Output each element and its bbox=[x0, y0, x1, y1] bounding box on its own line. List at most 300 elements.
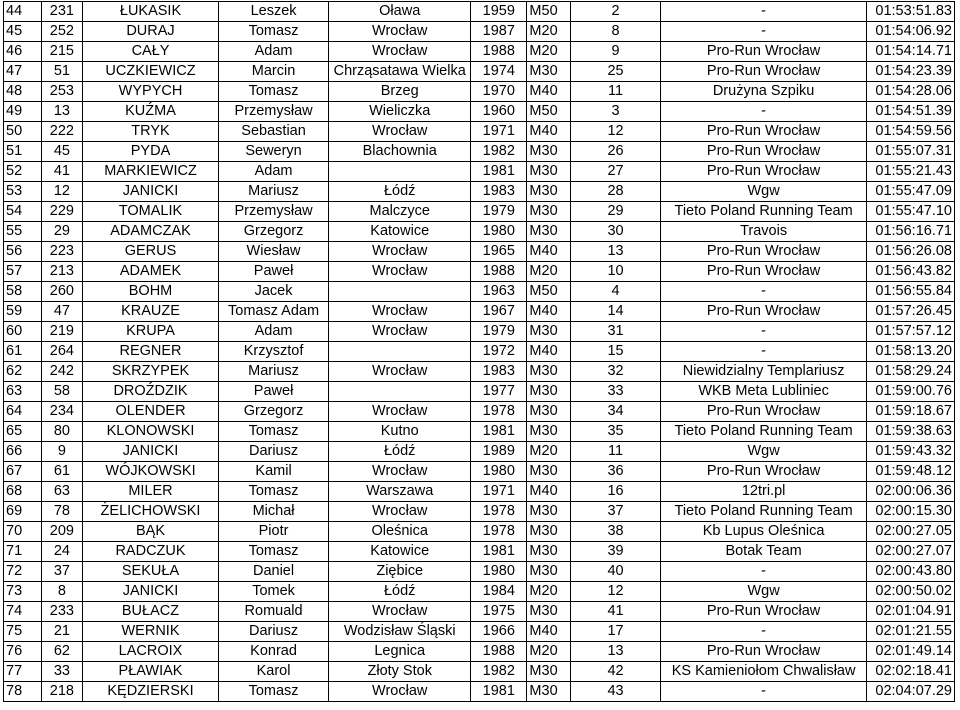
first-name-cell: Przemysław bbox=[218, 102, 329, 122]
bib-cell: 242 bbox=[41, 362, 83, 382]
birth-year-cell: 1967 bbox=[471, 302, 527, 322]
table-row bbox=[4, 42, 955, 62]
birth-year-cell: 1971 bbox=[471, 122, 527, 142]
time-cell: 02:00:27.07 bbox=[867, 542, 955, 562]
first-name-cell: Sebastian bbox=[218, 122, 329, 142]
category-cell: M30 bbox=[527, 182, 571, 202]
first-name-cell: Dariusz bbox=[218, 622, 329, 642]
city-cell: Wrocław bbox=[329, 502, 471, 522]
first-name-cell: Mariusz bbox=[218, 182, 329, 202]
club-cell: 12tri.pl bbox=[660, 482, 866, 502]
bib-cell: 78 bbox=[41, 502, 83, 522]
category-place-cell: 42 bbox=[571, 662, 661, 682]
first-name-cell: Tomasz bbox=[218, 542, 329, 562]
category-cell: M30 bbox=[527, 402, 571, 422]
category-cell: M50 bbox=[527, 282, 571, 302]
category-cell: M20 bbox=[527, 262, 571, 282]
birth-year-cell: 1977 bbox=[471, 382, 527, 402]
city-cell: Wrocław bbox=[329, 262, 471, 282]
first-name-cell: Daniel bbox=[218, 562, 329, 582]
category-place-cell: 28 bbox=[571, 182, 661, 202]
time-cell: 01:59:43.32 bbox=[867, 442, 955, 462]
birth-year-cell: 1988 bbox=[471, 642, 527, 662]
first-name-cell: Mariusz bbox=[218, 362, 329, 382]
surname-cell: OLENDER bbox=[83, 402, 219, 422]
category-place-cell: 2 bbox=[571, 2, 661, 22]
club-cell: Pro-Run Wrocław bbox=[660, 602, 866, 622]
category-place-cell: 8 bbox=[571, 22, 661, 42]
city-cell: Łódź bbox=[329, 442, 471, 462]
club-cell: Wgw bbox=[660, 182, 866, 202]
bib-cell: 213 bbox=[41, 262, 83, 282]
category-cell: M40 bbox=[527, 82, 571, 102]
bib-cell: 215 bbox=[41, 42, 83, 62]
category-cell: M30 bbox=[527, 682, 571, 702]
birth-year-cell: 1978 bbox=[471, 522, 527, 542]
bib-cell: 47 bbox=[41, 302, 83, 322]
category-place-cell: 13 bbox=[571, 642, 661, 662]
birth-year-cell: 1970 bbox=[471, 82, 527, 102]
place-cell: 66 bbox=[4, 442, 42, 462]
birth-year-cell: 1980 bbox=[471, 462, 527, 482]
first-name-cell: Piotr bbox=[218, 522, 329, 542]
category-place-cell: 12 bbox=[571, 582, 661, 602]
club-cell: Tieto Poland Running Team bbox=[660, 422, 866, 442]
table-row bbox=[4, 222, 955, 242]
table-row bbox=[4, 282, 955, 302]
surname-cell: KUŹMA bbox=[83, 102, 219, 122]
club-cell: Wgw bbox=[660, 442, 866, 462]
place-cell: 67 bbox=[4, 462, 42, 482]
city-cell: Wrocław bbox=[329, 602, 471, 622]
surname-cell: ŁUKASIK bbox=[83, 2, 219, 22]
first-name-cell: Wiesław bbox=[218, 242, 329, 262]
bib-cell: 41 bbox=[41, 162, 83, 182]
surname-cell: DROŹDZIK bbox=[83, 382, 219, 402]
place-cell: 63 bbox=[4, 382, 42, 402]
category-place-cell: 27 bbox=[571, 162, 661, 182]
category-cell: M30 bbox=[527, 422, 571, 442]
table-row bbox=[4, 582, 955, 602]
place-cell: 54 bbox=[4, 202, 42, 222]
time-cell: 01:57:26.45 bbox=[867, 302, 955, 322]
surname-cell: BOHM bbox=[83, 282, 219, 302]
bib-cell: 231 bbox=[41, 2, 83, 22]
club-cell: Wgw bbox=[660, 582, 866, 602]
city-cell: Wrocław bbox=[329, 122, 471, 142]
city-cell: Katowice bbox=[329, 222, 471, 242]
club-cell: WKB Meta Lubliniec bbox=[660, 382, 866, 402]
bib-cell: 45 bbox=[41, 142, 83, 162]
category-place-cell: 37 bbox=[571, 502, 661, 522]
birth-year-cell: 1981 bbox=[471, 422, 527, 442]
birth-year-cell: 1963 bbox=[471, 282, 527, 302]
place-cell: 47 bbox=[4, 62, 42, 82]
bib-cell: 233 bbox=[41, 602, 83, 622]
birth-year-cell: 1988 bbox=[471, 42, 527, 62]
category-cell: M20 bbox=[527, 442, 571, 462]
table-row bbox=[4, 442, 955, 462]
place-cell: 58 bbox=[4, 282, 42, 302]
time-cell: 02:01:21.55 bbox=[867, 622, 955, 642]
category-cell: M40 bbox=[527, 342, 571, 362]
birth-year-cell: 1987 bbox=[471, 22, 527, 42]
bib-cell: 51 bbox=[41, 62, 83, 82]
first-name-cell: Grzegorz bbox=[218, 222, 329, 242]
results-body bbox=[4, 2, 955, 702]
table-row bbox=[4, 82, 955, 102]
bib-cell: 12 bbox=[41, 182, 83, 202]
birth-year-cell: 1959 bbox=[471, 2, 527, 22]
club-cell: KS Kamieniołom Chwalisław bbox=[660, 662, 866, 682]
category-cell: M30 bbox=[527, 522, 571, 542]
first-name-cell: Marcin bbox=[218, 62, 329, 82]
surname-cell: CAŁY bbox=[83, 42, 219, 62]
birth-year-cell: 1972 bbox=[471, 342, 527, 362]
surname-cell: JANICKI bbox=[83, 442, 219, 462]
place-cell: 59 bbox=[4, 302, 42, 322]
table-row bbox=[4, 62, 955, 82]
category-cell: M30 bbox=[527, 142, 571, 162]
time-cell: 01:54:51.39 bbox=[867, 102, 955, 122]
category-cell: M30 bbox=[527, 162, 571, 182]
birth-year-cell: 1978 bbox=[471, 502, 527, 522]
place-cell: 49 bbox=[4, 102, 42, 122]
time-cell: 02:04:07.29 bbox=[867, 682, 955, 702]
time-cell: 01:56:16.71 bbox=[867, 222, 955, 242]
club-cell: Pro-Run Wrocław bbox=[660, 162, 866, 182]
place-cell: 60 bbox=[4, 322, 42, 342]
category-place-cell: 12 bbox=[571, 122, 661, 142]
surname-cell: PYDA bbox=[83, 142, 219, 162]
category-place-cell: 4 bbox=[571, 282, 661, 302]
club-cell: Pro-Run Wrocław bbox=[660, 122, 866, 142]
first-name-cell: Romuald bbox=[218, 602, 329, 622]
category-cell: M20 bbox=[527, 42, 571, 62]
bib-cell: 260 bbox=[41, 282, 83, 302]
category-place-cell: 11 bbox=[571, 82, 661, 102]
bib-cell: 62 bbox=[41, 642, 83, 662]
surname-cell: MARKIEWICZ bbox=[83, 162, 219, 182]
time-cell: 02:00:06.36 bbox=[867, 482, 955, 502]
table-row bbox=[4, 122, 955, 142]
place-cell: 68 bbox=[4, 482, 42, 502]
bib-cell: 63 bbox=[41, 482, 83, 502]
club-cell: Pro-Run Wrocław bbox=[660, 42, 866, 62]
bib-cell: 8 bbox=[41, 582, 83, 602]
club-cell: - bbox=[660, 322, 866, 342]
first-name-cell: Adam bbox=[218, 162, 329, 182]
table-row bbox=[4, 22, 955, 42]
city-cell: Wieliczka bbox=[329, 102, 471, 122]
birth-year-cell: 1988 bbox=[471, 262, 527, 282]
surname-cell: KRUPA bbox=[83, 322, 219, 342]
place-cell: 53 bbox=[4, 182, 42, 202]
place-cell: 48 bbox=[4, 82, 42, 102]
first-name-cell: Paweł bbox=[218, 262, 329, 282]
time-cell: 01:56:26.08 bbox=[867, 242, 955, 262]
time-cell: 02:00:27.05 bbox=[867, 522, 955, 542]
time-cell: 01:59:18.67 bbox=[867, 402, 955, 422]
category-cell: M30 bbox=[527, 542, 571, 562]
club-cell: - bbox=[660, 622, 866, 642]
surname-cell: KLONOWSKI bbox=[83, 422, 219, 442]
club-cell: Pro-Run Wrocław bbox=[660, 462, 866, 482]
first-name-cell: Jacek bbox=[218, 282, 329, 302]
first-name-cell: Tomasz bbox=[218, 482, 329, 502]
place-cell: 78 bbox=[4, 682, 42, 702]
category-cell: M20 bbox=[527, 582, 571, 602]
surname-cell: JANICKI bbox=[83, 182, 219, 202]
category-place-cell: 29 bbox=[571, 202, 661, 222]
first-name-cell: Tomek bbox=[218, 582, 329, 602]
birth-year-cell: 1980 bbox=[471, 562, 527, 582]
time-cell: 02:01:49.14 bbox=[867, 642, 955, 662]
surname-cell: LACROIX bbox=[83, 642, 219, 662]
category-place-cell: 3 bbox=[571, 102, 661, 122]
time-cell: 02:02:18.41 bbox=[867, 662, 955, 682]
city-cell bbox=[329, 162, 471, 182]
category-cell: M40 bbox=[527, 122, 571, 142]
city-cell: Malczyce bbox=[329, 202, 471, 222]
table-row bbox=[4, 382, 955, 402]
place-cell: 65 bbox=[4, 422, 42, 442]
place-cell: 72 bbox=[4, 562, 42, 582]
time-cell: 01:54:14.71 bbox=[867, 42, 955, 62]
category-cell: M30 bbox=[527, 322, 571, 342]
category-cell: M40 bbox=[527, 482, 571, 502]
birth-year-cell: 1975 bbox=[471, 602, 527, 622]
city-cell: Ziębice bbox=[329, 562, 471, 582]
bib-cell: 24 bbox=[41, 542, 83, 562]
birth-year-cell: 1989 bbox=[471, 442, 527, 462]
surname-cell: GERUS bbox=[83, 242, 219, 262]
place-cell: 75 bbox=[4, 622, 42, 642]
time-cell: 01:55:07.31 bbox=[867, 142, 955, 162]
bib-cell: 37 bbox=[41, 562, 83, 582]
city-cell: Katowice bbox=[329, 542, 471, 562]
table-row bbox=[4, 322, 955, 342]
city-cell: Łódź bbox=[329, 182, 471, 202]
category-cell: M30 bbox=[527, 222, 571, 242]
surname-cell: TOMALIK bbox=[83, 202, 219, 222]
club-cell: Botak Team bbox=[660, 542, 866, 562]
club-cell: Pro-Run Wrocław bbox=[660, 302, 866, 322]
surname-cell: BĄK bbox=[83, 522, 219, 542]
time-cell: 01:55:21.43 bbox=[867, 162, 955, 182]
first-name-cell: Karol bbox=[218, 662, 329, 682]
place-cell: 73 bbox=[4, 582, 42, 602]
surname-cell: TRYK bbox=[83, 122, 219, 142]
bib-cell: 209 bbox=[41, 522, 83, 542]
category-cell: M30 bbox=[527, 202, 571, 222]
city-cell: Wrocław bbox=[329, 402, 471, 422]
city-cell: Warszawa bbox=[329, 482, 471, 502]
time-cell: 02:00:15.30 bbox=[867, 502, 955, 522]
time-cell: 01:59:38.63 bbox=[867, 422, 955, 442]
first-name-cell: Tomasz bbox=[218, 682, 329, 702]
place-cell: 57 bbox=[4, 262, 42, 282]
surname-cell: WERNIK bbox=[83, 622, 219, 642]
time-cell: 01:54:06.92 bbox=[867, 22, 955, 42]
time-cell: 01:54:23.39 bbox=[867, 62, 955, 82]
place-cell: 70 bbox=[4, 522, 42, 542]
birth-year-cell: 1982 bbox=[471, 142, 527, 162]
table-row bbox=[4, 242, 955, 262]
city-cell: Legnica bbox=[329, 642, 471, 662]
first-name-cell: Paweł bbox=[218, 382, 329, 402]
club-cell: - bbox=[660, 682, 866, 702]
category-cell: M40 bbox=[527, 302, 571, 322]
club-cell: Pro-Run Wrocław bbox=[660, 262, 866, 282]
place-cell: 77 bbox=[4, 662, 42, 682]
category-place-cell: 17 bbox=[571, 622, 661, 642]
first-name-cell: Tomasz bbox=[218, 422, 329, 442]
surname-cell: RADCZUK bbox=[83, 542, 219, 562]
table-row bbox=[4, 422, 955, 442]
bib-cell: 253 bbox=[41, 82, 83, 102]
table-row bbox=[4, 542, 955, 562]
bib-cell: 29 bbox=[41, 222, 83, 242]
city-cell: Blachownia bbox=[329, 142, 471, 162]
first-name-cell: Adam bbox=[218, 42, 329, 62]
bib-cell: 264 bbox=[41, 342, 83, 362]
bib-cell: 21 bbox=[41, 622, 83, 642]
category-place-cell: 35 bbox=[571, 422, 661, 442]
table-row bbox=[4, 462, 955, 482]
category-place-cell: 14 bbox=[571, 302, 661, 322]
birth-year-cell: 1965 bbox=[471, 242, 527, 262]
first-name-cell: Michał bbox=[218, 502, 329, 522]
category-cell: M40 bbox=[527, 242, 571, 262]
club-cell: - bbox=[660, 22, 866, 42]
place-cell: 64 bbox=[4, 402, 42, 422]
place-cell: 51 bbox=[4, 142, 42, 162]
table-row bbox=[4, 642, 955, 662]
bib-cell: 234 bbox=[41, 402, 83, 422]
category-place-cell: 10 bbox=[571, 262, 661, 282]
category-place-cell: 33 bbox=[571, 382, 661, 402]
club-cell: Pro-Run Wrocław bbox=[660, 142, 866, 162]
surname-cell: REGNER bbox=[83, 342, 219, 362]
bib-cell: 219 bbox=[41, 322, 83, 342]
category-cell: M50 bbox=[527, 102, 571, 122]
category-cell: M40 bbox=[527, 622, 571, 642]
table-row bbox=[4, 662, 955, 682]
birth-year-cell: 1981 bbox=[471, 682, 527, 702]
category-cell: M30 bbox=[527, 462, 571, 482]
bib-cell: 218 bbox=[41, 682, 83, 702]
place-cell: 55 bbox=[4, 222, 42, 242]
city-cell bbox=[329, 342, 471, 362]
bib-cell: 58 bbox=[41, 382, 83, 402]
place-cell: 71 bbox=[4, 542, 42, 562]
city-cell: Wrocław bbox=[329, 42, 471, 62]
surname-cell: WYPYCH bbox=[83, 82, 219, 102]
city-cell: Brzeg bbox=[329, 82, 471, 102]
table-row bbox=[4, 482, 955, 502]
bib-cell: 13 bbox=[41, 102, 83, 122]
birth-year-cell: 1983 bbox=[471, 362, 527, 382]
category-place-cell: 30 bbox=[571, 222, 661, 242]
surname-cell: BUŁACZ bbox=[83, 602, 219, 622]
birth-year-cell: 1979 bbox=[471, 322, 527, 342]
table-row bbox=[4, 402, 955, 422]
city-cell: Oława bbox=[329, 2, 471, 22]
category-cell: M20 bbox=[527, 22, 571, 42]
time-cell: 02:00:43.80 bbox=[867, 562, 955, 582]
first-name-cell: Kamil bbox=[218, 462, 329, 482]
time-cell: 01:55:47.09 bbox=[867, 182, 955, 202]
table-row bbox=[4, 602, 955, 622]
surname-cell: MILER bbox=[83, 482, 219, 502]
surname-cell: ŻELICHOWSKI bbox=[83, 502, 219, 522]
city-cell: Złoty Stok bbox=[329, 662, 471, 682]
category-cell: M30 bbox=[527, 662, 571, 682]
birth-year-cell: 1960 bbox=[471, 102, 527, 122]
first-name-cell: Tomasz bbox=[218, 22, 329, 42]
surname-cell: ADAMCZAK bbox=[83, 222, 219, 242]
bib-cell: 223 bbox=[41, 242, 83, 262]
table-row bbox=[4, 162, 955, 182]
place-cell: 46 bbox=[4, 42, 42, 62]
first-name-cell: Leszek bbox=[218, 2, 329, 22]
place-cell: 50 bbox=[4, 122, 42, 142]
club-cell: - bbox=[660, 562, 866, 582]
city-cell bbox=[329, 382, 471, 402]
club-cell: Travois bbox=[660, 222, 866, 242]
birth-year-cell: 1984 bbox=[471, 582, 527, 602]
bib-cell: 229 bbox=[41, 202, 83, 222]
city-cell: Wrocław bbox=[329, 302, 471, 322]
category-cell: M30 bbox=[527, 562, 571, 582]
table-row bbox=[4, 182, 955, 202]
time-cell: 01:53:51.83 bbox=[867, 2, 955, 22]
table-row bbox=[4, 102, 955, 122]
category-place-cell: 25 bbox=[571, 62, 661, 82]
table-row bbox=[4, 262, 955, 282]
bib-cell: 252 bbox=[41, 22, 83, 42]
place-cell: 56 bbox=[4, 242, 42, 262]
surname-cell: PŁAWIAK bbox=[83, 662, 219, 682]
bib-cell: 222 bbox=[41, 122, 83, 142]
place-cell: 76 bbox=[4, 642, 42, 662]
time-cell: 01:58:13.20 bbox=[867, 342, 955, 362]
club-cell: Drużyna Szpiku bbox=[660, 82, 866, 102]
club-cell: - bbox=[660, 342, 866, 362]
birth-year-cell: 1981 bbox=[471, 542, 527, 562]
surname-cell: KRAUZE bbox=[83, 302, 219, 322]
club-cell: Pro-Run Wrocław bbox=[660, 642, 866, 662]
birth-year-cell: 1978 bbox=[471, 402, 527, 422]
surname-cell: SEKUŁA bbox=[83, 562, 219, 582]
category-cell: M30 bbox=[527, 502, 571, 522]
bib-cell: 9 bbox=[41, 442, 83, 462]
birth-year-cell: 1981 bbox=[471, 162, 527, 182]
city-cell: Wodzisław Śląski bbox=[329, 622, 471, 642]
bib-cell: 80 bbox=[41, 422, 83, 442]
category-cell: M50 bbox=[527, 2, 571, 22]
surname-cell: WÓJKOWSKI bbox=[83, 462, 219, 482]
time-cell: 01:54:59.56 bbox=[867, 122, 955, 142]
city-cell: Wrocław bbox=[329, 322, 471, 342]
first-name-cell: Adam bbox=[218, 322, 329, 342]
time-cell: 01:54:28.06 bbox=[867, 82, 955, 102]
table-row bbox=[4, 142, 955, 162]
bib-cell: 33 bbox=[41, 662, 83, 682]
city-cell: Wrocław bbox=[329, 242, 471, 262]
first-name-cell: Tomasz bbox=[218, 82, 329, 102]
